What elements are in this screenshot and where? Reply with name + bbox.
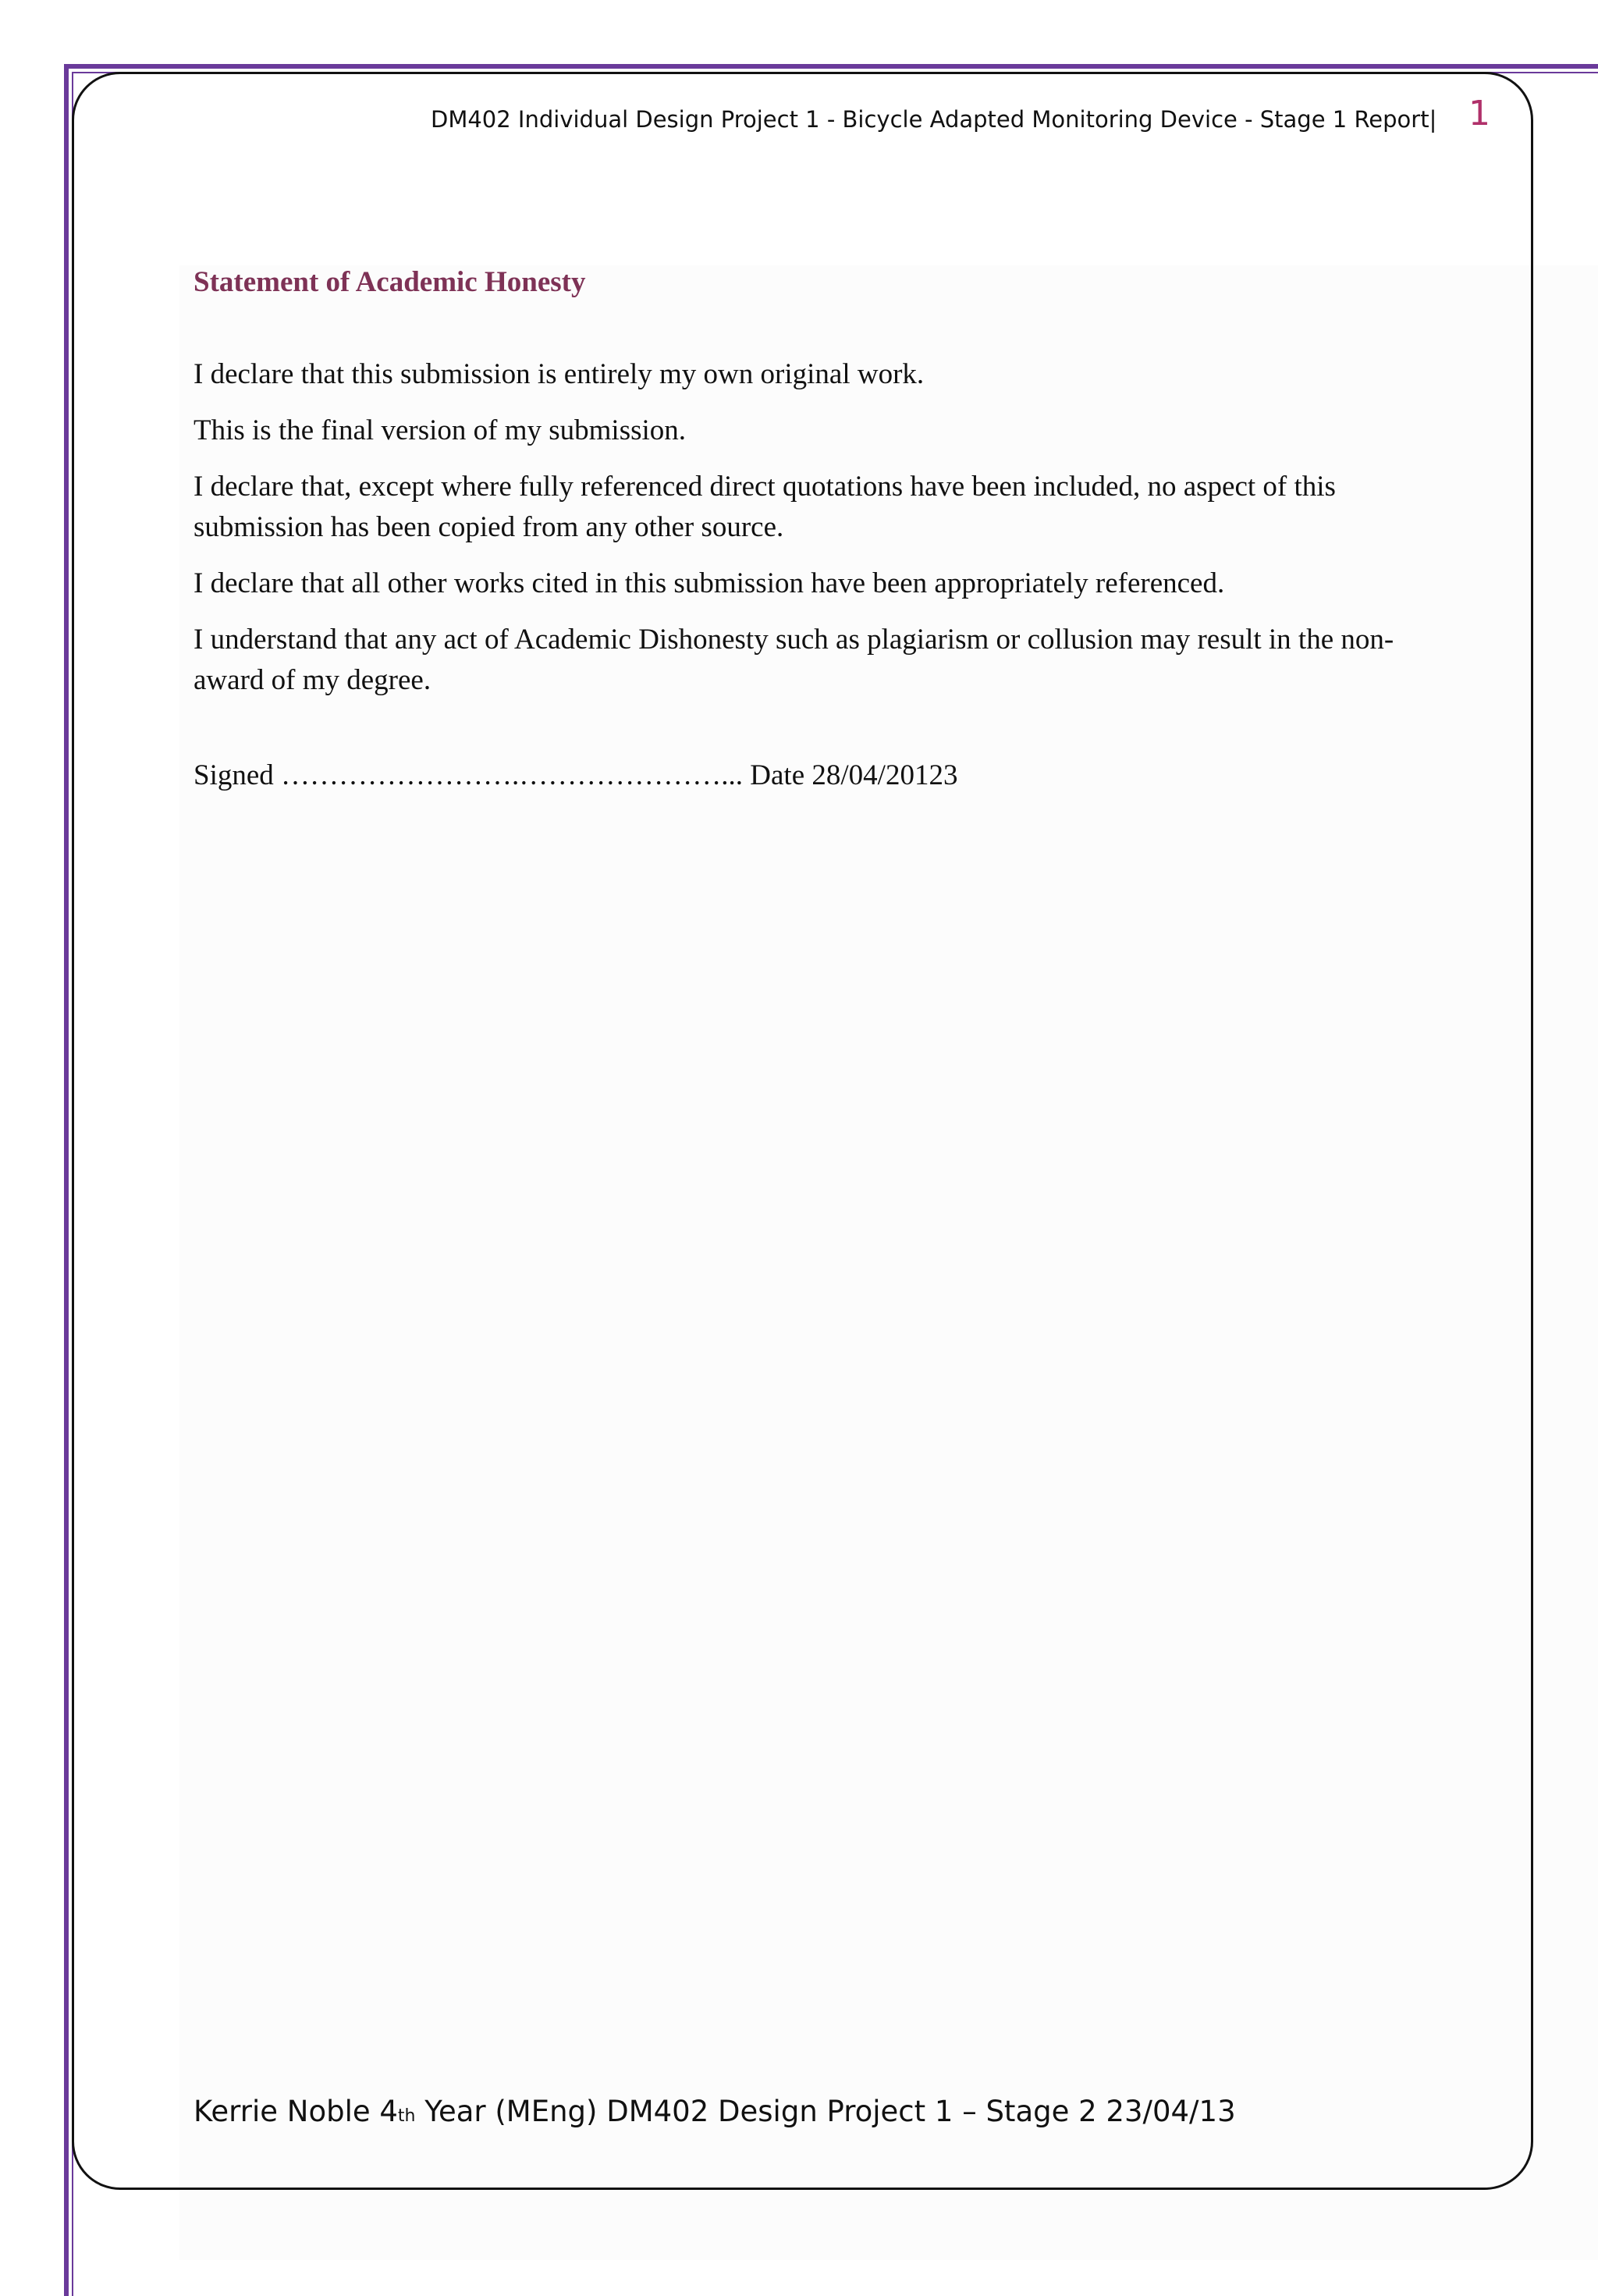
date-label: Date [750, 759, 805, 792]
declaration-paragraph: I declare that, except where fully referenced direct quotations have been included, no aspect of this submission has been copied from any other source. [194, 471, 1336, 544]
declaration-paragraph: This is the final version of my submission. [194, 414, 687, 447]
statement-section [194, 265, 1411, 796]
signature-dots: …………………….…………………... [281, 759, 744, 792]
signature-line [194, 755, 1411, 796]
footer-author: Kerrie Noble 4 [194, 2095, 398, 2128]
section-heading: Statement of Academic Honesty [194, 266, 586, 298]
declaration-paragraph: I understand that any act of Academic Dishonesty such as plagiarism or collusion may result in the non-award of my degree. [194, 624, 1394, 697]
footer-ordinal-suffix: th [397, 2106, 416, 2126]
page-number: 1 [1468, 94, 1490, 133]
signed-label: Signed [194, 759, 274, 792]
date-value: 28/04/20123 [811, 759, 958, 792]
declaration-paragraph: I declare that this submission is entirely my own original work. [194, 358, 925, 391]
running-header: DM402 Individual Design Project 1 - Bicycle Adapted Monitoring Device - Stage 1 Report| [431, 106, 1437, 133]
footer-details: Year (MEng) DM402 Design Project 1 – Stage 2 23/04/13 [415, 2095, 1236, 2128]
declaration-paragraph: I declare that all other works cited in this submission have been appropriately referenced. [194, 567, 1225, 600]
page-footer [194, 2095, 1236, 2128]
